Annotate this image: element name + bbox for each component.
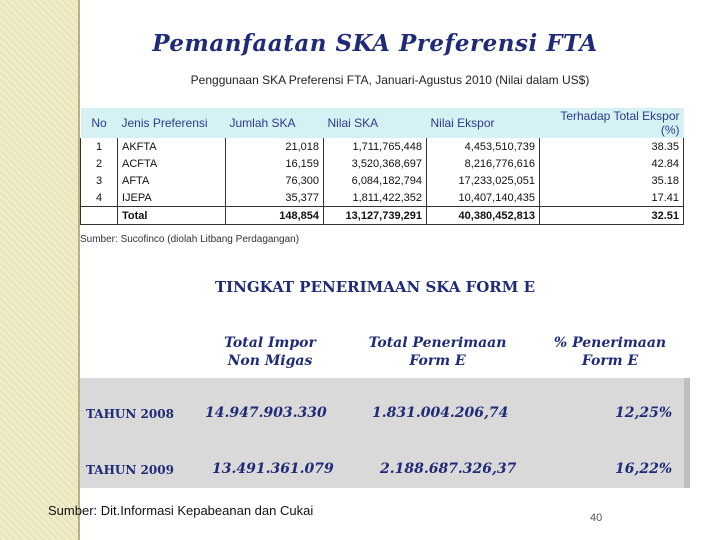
cell-jumlah: 16,159 <box>226 155 324 172</box>
table-total-row <box>81 207 684 225</box>
cell-jumlah: 21,018 <box>226 138 324 155</box>
header-line: % Penerimaan <box>553 335 667 351</box>
cell-no: 2 <box>81 155 118 172</box>
cell-pct: 38.35 <box>540 138 684 155</box>
cell-jumlah: 76,300 <box>226 172 324 189</box>
form-e-source: Sumber: Dit.Informasi Kepabeanan dan Cukai <box>48 503 314 518</box>
panel-shadow <box>684 378 690 488</box>
slide-title: Pemanfaatan SKA Preferensi FTA <box>152 30 598 57</box>
form-e-title: TINGKAT PENERIMAAN SKA FORM E <box>214 278 536 296</box>
cell-pct-2008: 12,25% <box>615 405 673 421</box>
cell-jumlah: 35,377 <box>226 189 324 207</box>
cell-nilai-ska: 1,811,422,352 <box>324 189 427 207</box>
cell-pct-2009: 16,22% <box>615 461 673 477</box>
cell-pct: 17.41 <box>540 189 684 207</box>
header-line: Total Impor <box>224 335 316 351</box>
page-number: 40 <box>590 512 603 524</box>
cell-total-pct: 32.51 <box>540 207 684 225</box>
header-line: Total Penerimaan <box>368 335 507 351</box>
cell-pct: 42.84 <box>540 155 684 172</box>
cell-jenis: ACFTA <box>118 155 226 172</box>
header-line: Form E <box>581 353 639 369</box>
ska-table-header-row <box>81 108 684 138</box>
ska-table-source: Sumber: Sucofinco (diolah Litbang Perdagangan) <box>80 234 300 245</box>
table-row <box>81 155 684 172</box>
table-row <box>81 189 684 207</box>
cell-nilai-ekspor: 10,407,140,435 <box>427 189 540 207</box>
cell-total-nilai-ekspor: 40,380,452,813 <box>427 207 540 225</box>
table-row <box>81 138 684 155</box>
cell-nilai-ska: 3,520,368,697 <box>324 155 427 172</box>
cell-penerimaan-2008: 1.831.004.206,74 <box>372 405 509 421</box>
cell-impor-2009: 13.491.361.079 <box>212 461 334 477</box>
header-jenis-preferensi: Jenis Preferensi <box>118 108 226 138</box>
cell-nilai-ekspor: 8,216,776,616 <box>427 155 540 172</box>
header-total-ekspor-pct: Terhadap Total Ekspor (%) <box>540 108 684 138</box>
cell-jenis: IJEPA <box>118 189 226 207</box>
cell-jenis: AFTA <box>118 172 226 189</box>
cell-nilai-ska: 6,084,182,794 <box>324 172 427 189</box>
header-line: Non Migas <box>227 353 313 369</box>
table-row <box>81 172 684 189</box>
header-total-impor <box>205 334 335 370</box>
ska-table-caption: Penggunaan SKA Preferensi FTA, Januari-Agustus 2010 (Nilai dalam US$) <box>190 73 590 87</box>
header-jumlah-ska: Jumlah SKA <box>226 108 324 138</box>
decorative-sidebar <box>0 0 78 540</box>
cell-total-label: Total <box>118 207 226 225</box>
header-nilai-ska: Nilai SKA <box>324 108 427 138</box>
cell-total-nilai-ska: 13,127,739,291 <box>324 207 427 225</box>
row-label-2009: TAHUN 2009 <box>86 463 174 477</box>
header-no: No <box>81 108 118 138</box>
cell-nilai-ekspor: 17,233,025,051 <box>427 172 540 189</box>
ska-preference-table <box>80 108 684 225</box>
header-pct-penerimaan <box>535 334 685 370</box>
header-line: Form E <box>409 353 466 369</box>
cell-nilai-ska: 1,711,765,448 <box>324 138 427 155</box>
cell-total-jumlah: 148,854 <box>226 207 324 225</box>
cell-impor-2008: 14.947.903.330 <box>205 405 327 421</box>
cell-no: 1 <box>81 138 118 155</box>
cell-penerimaan-2009: 2.188.687.326,37 <box>380 461 517 477</box>
cell-no <box>81 207 118 225</box>
header-nilai-ekspor: Nilai Ekspor <box>427 108 540 138</box>
cell-no: 3 <box>81 172 118 189</box>
cell-no: 4 <box>81 189 118 207</box>
cell-pct: 35.18 <box>540 172 684 189</box>
cell-jenis: AKFTA <box>118 138 226 155</box>
row-label-2008: TAHUN 2008 <box>86 407 174 421</box>
header-total-penerimaan <box>345 334 530 370</box>
cell-nilai-ekspor: 4,453,510,739 <box>427 138 540 155</box>
